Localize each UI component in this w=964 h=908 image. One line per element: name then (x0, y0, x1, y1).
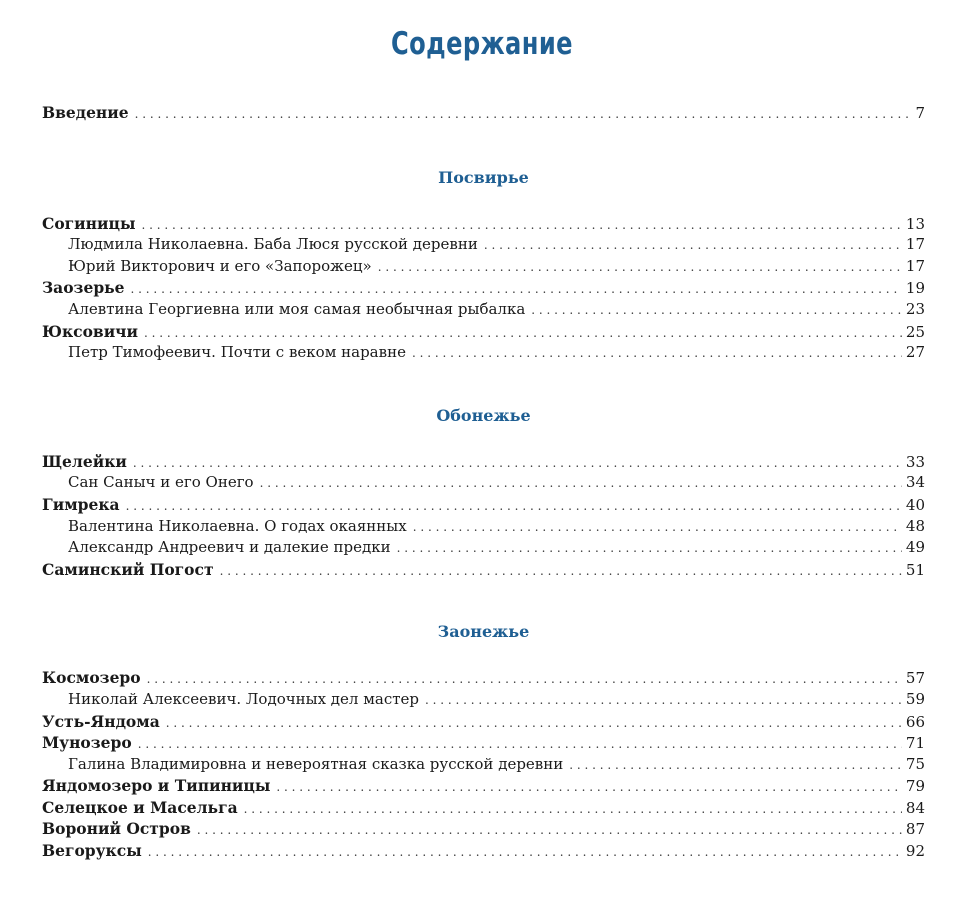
toc-entry-label: Заозерье (42, 278, 125, 298)
toc-entry-page: 23 (905, 299, 925, 318)
toc-entry-subchapter[interactable] (42, 342, 925, 364)
dot-leader (397, 538, 902, 559)
toc-entry-page: 19 (905, 279, 925, 298)
toc-entry-chapter[interactable] (42, 797, 925, 819)
dot-leader (148, 842, 902, 862)
section-spacer (42, 643, 925, 667)
dot-leader (569, 755, 902, 776)
dot-leader (412, 343, 902, 364)
toc-entry-page: 59 (905, 689, 925, 708)
toc-entry-page: 34 (905, 473, 925, 492)
toc-entry-page: 66 (905, 712, 925, 731)
toc-entry-page: 27 (905, 343, 925, 362)
toc-entry-label: Петр Тимофеевич. Почти с веком наравне (68, 343, 406, 362)
toc-entry-subchapter[interactable] (42, 754, 925, 776)
toc-entry-subchapter[interactable] (42, 299, 925, 321)
section-heading: Заонежье (437, 622, 530, 642)
toc-entry-label: Людмила Николаевна. Баба Люся русской деревни (68, 235, 478, 254)
toc-entry-label: Щелейки (42, 451, 127, 471)
section-spacer (42, 124, 925, 167)
toc-entry-label: Космозеро (42, 668, 141, 688)
toc-entry-label: Вороний Остров (42, 819, 191, 839)
section-spacer (42, 427, 925, 451)
toc-entry-chapter[interactable] (42, 451, 925, 473)
dot-leader (147, 669, 902, 689)
toc-entry-label: Николай Алексеевич. Лодочных дел мастер (68, 689, 420, 708)
toc-entry-label: Алевтина Георгиевна или моя самая необычная рыбалка (68, 299, 526, 318)
dot-leader (244, 799, 902, 819)
toc-entry-page: 57 (905, 669, 925, 688)
toc-entry-page: 33 (905, 452, 925, 471)
toc-entry-label: Вегоруксы (42, 841, 142, 861)
dot-leader (413, 517, 902, 538)
toc-entry-label: Валентина Николаевна. О годах окаянных (68, 516, 407, 535)
toc-entry-chapter[interactable] (42, 559, 925, 581)
toc-entry-chapter[interactable] (42, 277, 925, 299)
toc-entry-page: 71 (905, 734, 925, 753)
table-of-contents (42, 102, 925, 862)
section-spacer (42, 580, 925, 621)
toc-entry-label: Селецкое и Масельга (42, 797, 238, 817)
toc-entry-chapter[interactable] (42, 213, 925, 235)
section-heading: Обонежье (436, 405, 531, 425)
toc-entry-label: Введение (42, 103, 129, 122)
toc-entry-chapter[interactable] (42, 667, 925, 689)
dot-leader (144, 323, 902, 343)
toc-entry-subchapter[interactable] (42, 516, 925, 538)
toc-entry-chapter[interactable] (42, 818, 925, 840)
dot-leader (276, 777, 902, 797)
toc-entry-page: 49 (905, 538, 925, 557)
toc-entry-label: Юксовичи (42, 321, 139, 341)
dot-leader (133, 453, 902, 473)
toc-entry-label: Мунозеро (42, 733, 132, 753)
toc-entry-page: 51 (905, 560, 925, 579)
toc-entry-label: Усть-Яндома (42, 711, 160, 731)
toc-entry-subchapter[interactable] (42, 234, 925, 256)
toc-entry-page: 40 (905, 495, 925, 514)
dot-leader (138, 734, 902, 754)
toc-entry-subchapter[interactable] (42, 256, 925, 278)
dot-leader (197, 820, 902, 840)
toc-entry-page: 79 (905, 777, 925, 796)
toc-entry-label: Гимрека (42, 494, 120, 514)
dot-leader (484, 235, 902, 256)
toc-entry-label: Сан Саныч и его Онего (68, 473, 254, 492)
dot-leader (425, 690, 902, 711)
page-title: Содержание (391, 26, 573, 62)
toc-entry-page: 17 (905, 235, 925, 254)
toc-entry-label: Согиницы (42, 213, 136, 233)
toc-entry-chapter[interactable] (42, 732, 925, 754)
toc-entry-page: 13 (905, 214, 925, 233)
toc-entry-page: 84 (905, 798, 925, 817)
toc-entry-label: Александр Андреевич и далекие предки (68, 538, 391, 557)
toc-entry-page: 7 (915, 104, 925, 122)
dot-leader (126, 496, 902, 516)
toc-entry-subchapter[interactable] (42, 689, 925, 711)
toc-entry-page: 92 (905, 842, 925, 861)
toc-entry-chapter[interactable] (42, 321, 925, 343)
toc-entry-label: Саминский Погост (42, 559, 214, 579)
dot-leader (220, 561, 902, 581)
toc-entry-page: 75 (905, 754, 925, 773)
toc-entry-label: Яндомозеро и Типиницы (42, 776, 271, 796)
toc-entry-page: 87 (905, 820, 925, 839)
dot-leader (378, 257, 902, 278)
dot-leader (166, 713, 902, 733)
toc-sections (42, 124, 925, 862)
toc-entry-intro[interactable] (42, 102, 925, 124)
section-spacer (42, 364, 925, 405)
toc-entry-label: Юрий Викторович и его «Запорожец» (68, 256, 372, 275)
toc-entry-subchapter[interactable] (42, 537, 925, 559)
dot-leader (260, 473, 902, 494)
dot-leader (131, 279, 902, 299)
section-spacer (42, 189, 925, 213)
toc-entry-chapter[interactable] (42, 711, 925, 733)
toc-entry-page: 17 (905, 256, 925, 275)
toc-entry-label: Галина Владимировна и невероятная сказка русской деревни (68, 754, 564, 773)
toc-entry-subchapter[interactable] (42, 472, 925, 494)
toc-entry-page: 25 (905, 322, 925, 341)
toc-entry-chapter[interactable] (42, 494, 925, 516)
dot-leader (142, 215, 902, 235)
dot-leader (135, 104, 912, 124)
toc-entry-chapter[interactable] (42, 775, 925, 797)
toc-entry-chapter[interactable] (42, 840, 925, 862)
section-heading: Посвирье (438, 167, 529, 187)
toc-entry-page: 48 (905, 516, 925, 535)
dot-leader (531, 300, 902, 321)
